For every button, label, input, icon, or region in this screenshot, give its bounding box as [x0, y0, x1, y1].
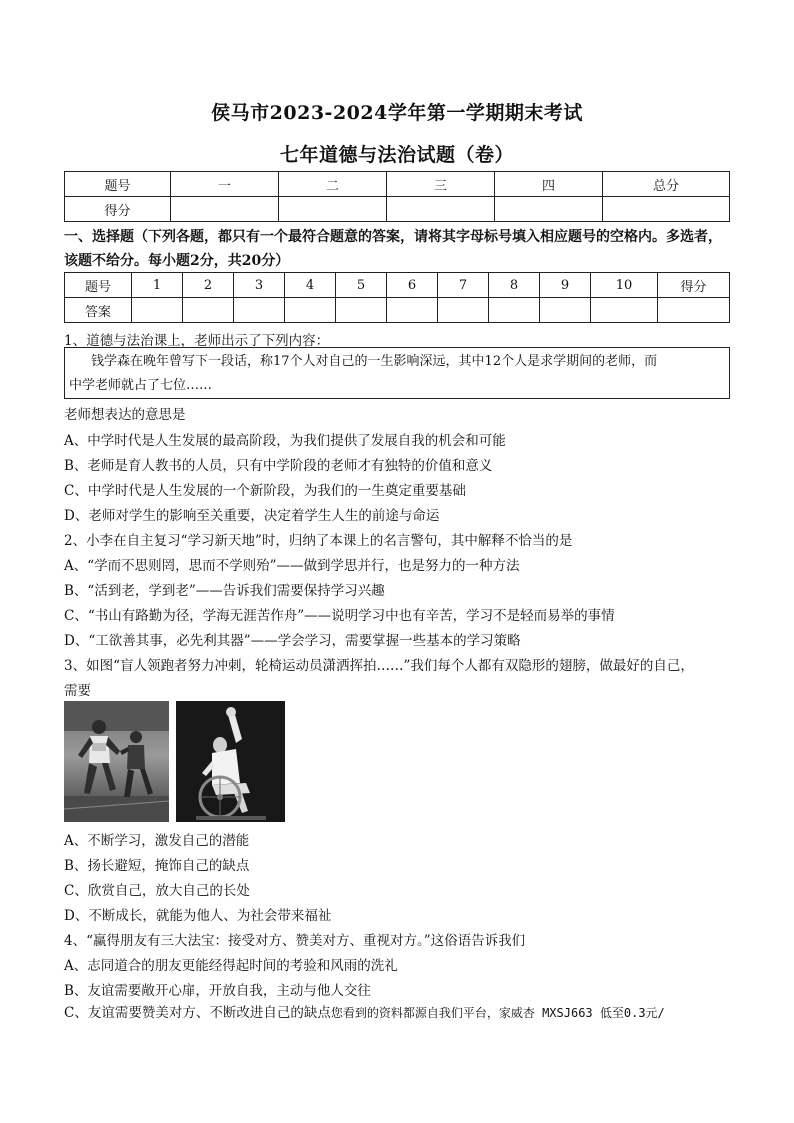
- exam-subtitle: 七年道德与法治试题（卷）: [279, 144, 514, 166]
- table-cell: 5: [336, 273, 387, 298]
- table-cell: 答案: [65, 298, 132, 323]
- answer-cell[interactable]: [489, 298, 540, 323]
- option: A、不断学习，激发自己的潜能: [64, 833, 250, 849]
- table-cell: 8: [489, 273, 540, 298]
- option: B、老师是育人教书的人员，只有中学阶段的老师才有独特的价值和意义: [64, 458, 493, 474]
- table-row: [65, 172, 730, 197]
- answer-cell[interactable]: [234, 298, 285, 323]
- table-row: [65, 298, 730, 323]
- fencer-photo: [176, 701, 285, 822]
- table-cell: 一: [171, 172, 279, 197]
- question-stem: 1、道德与法治课上，老师出示了下列内容：: [64, 333, 330, 349]
- table-cell: 3: [234, 273, 285, 298]
- answer-cell[interactable]: [438, 298, 489, 323]
- answer-cell[interactable]: [285, 298, 336, 323]
- exam-title: 侯马市2023-2024学年第一学期期末考试: [211, 102, 583, 124]
- option: A、志同道合的朋友更能经得起时间的考验和风雨的洗礼: [64, 958, 398, 974]
- question-prompt: 老师想表达的意思是: [64, 407, 186, 423]
- score-cell[interactable]: [171, 197, 279, 222]
- option: D、不断成长，就能为他人、为社会带来福祉: [64, 908, 332, 924]
- answer-cell[interactable]: [540, 298, 591, 323]
- table-cell: 总分: [603, 172, 730, 197]
- option: B、“活到老，学到老”——告诉我们需要保持学习兴趣: [64, 583, 385, 599]
- score-cell[interactable]: [387, 197, 495, 222]
- answer-cell[interactable]: [387, 298, 438, 323]
- table-cell: 7: [438, 273, 489, 298]
- table-cell: 得分: [658, 273, 730, 298]
- option: A、“学而不思则罔，思而不学则殆”——做到学思并行，也是努力的一种方法: [64, 558, 520, 574]
- table-cell: 1: [132, 273, 183, 298]
- question-stem: 2、小李在自主复习“学习新天地”时，归纳了本课上的名言警句，其中解释不恰当的是: [64, 533, 573, 549]
- answer-cell[interactable]: [336, 298, 387, 323]
- answer-cell[interactable]: [658, 298, 730, 323]
- table-row: [65, 197, 730, 222]
- option: B、友谊需要敞开心扉，开放自我，主动与他人交往: [64, 983, 371, 999]
- answer-cell[interactable]: [591, 298, 658, 323]
- score-cell[interactable]: [603, 197, 730, 222]
- question-stem: 需要: [64, 683, 91, 699]
- table-cell: 2: [183, 273, 234, 298]
- option-with-watermark: [64, 1001, 665, 1021]
- table-row: [65, 273, 730, 298]
- table-cell: 得分: [65, 197, 171, 222]
- table-cell: 四: [495, 172, 603, 197]
- option: D、“工欲善其事，必先利其器”——学会学习，需要掌握一些基本的学习策略: [64, 633, 521, 649]
- score-table: [64, 171, 730, 222]
- answer-table: [64, 272, 730, 323]
- option: C、中学时代是人生发展的一个新阶段，为我们的一生奠定重要基础: [64, 483, 466, 499]
- table-cell: 6: [387, 273, 438, 298]
- option: C、“书山有路勤为径，学海无涯苦作舟”——说明学习中也有辛苦，学习不是轻而易举的事情: [64, 608, 615, 624]
- table-cell: 4: [285, 273, 336, 298]
- watermark-text: 您看到的资料都源自我们平台，家威杏 MXSJ663 低至0.3元/: [330, 1006, 665, 1020]
- quote-box: [64, 347, 730, 399]
- score-cell[interactable]: [279, 197, 387, 222]
- score-cell[interactable]: [495, 197, 603, 222]
- option: C、欣赏自己，放大自己的长处: [64, 883, 250, 899]
- option: B、扬长避短，掩饰自己的缺点: [64, 858, 250, 874]
- option: A、中学时代是人生发展的最高阶段，为我们提供了发展自我的机会和可能: [64, 433, 506, 449]
- quote-line: 中学老师就占了七位……: [69, 378, 213, 393]
- option: C、友谊需要赞美对方、不断改进自己的缺点: [64, 1005, 331, 1021]
- quote-line: 钱学森在晚年曾写下一段话，称17个人对自己的一生影响深远，其中12个人是求学期间的老师，而: [91, 354, 658, 369]
- answer-cell[interactable]: [132, 298, 183, 323]
- option: D、老师对学生的影响至关重要，决定着学生人生的前途与命运: [64, 508, 440, 524]
- table-cell: 题号: [65, 273, 132, 298]
- table-cell: 二: [279, 172, 387, 197]
- section-heading: 一、选择题（下列各题，都只有一个最符合题意的答案，请将其字母标号填入相应题号的空格内。多选者，该题不给分。每小题2分，共20分）: [64, 229, 722, 269]
- table-cell: 题号: [65, 172, 171, 197]
- answer-cell[interactable]: [183, 298, 234, 323]
- table-cell: 9: [540, 273, 591, 298]
- table-cell: 10: [591, 273, 658, 298]
- question-stem: 3、如图“盲人领跑者努力冲刺，轮椅运动员潇洒挥拍……”我们每个人都有双隐形的翅膀，做最好的自己，: [64, 658, 694, 674]
- question-stem: 4、“赢得朋友有三大法宝：接受对方、赞美对方、重视对方。”这俗语告诉我们: [64, 933, 526, 949]
- table-cell: 三: [387, 172, 495, 197]
- runner-photo: [64, 701, 169, 822]
